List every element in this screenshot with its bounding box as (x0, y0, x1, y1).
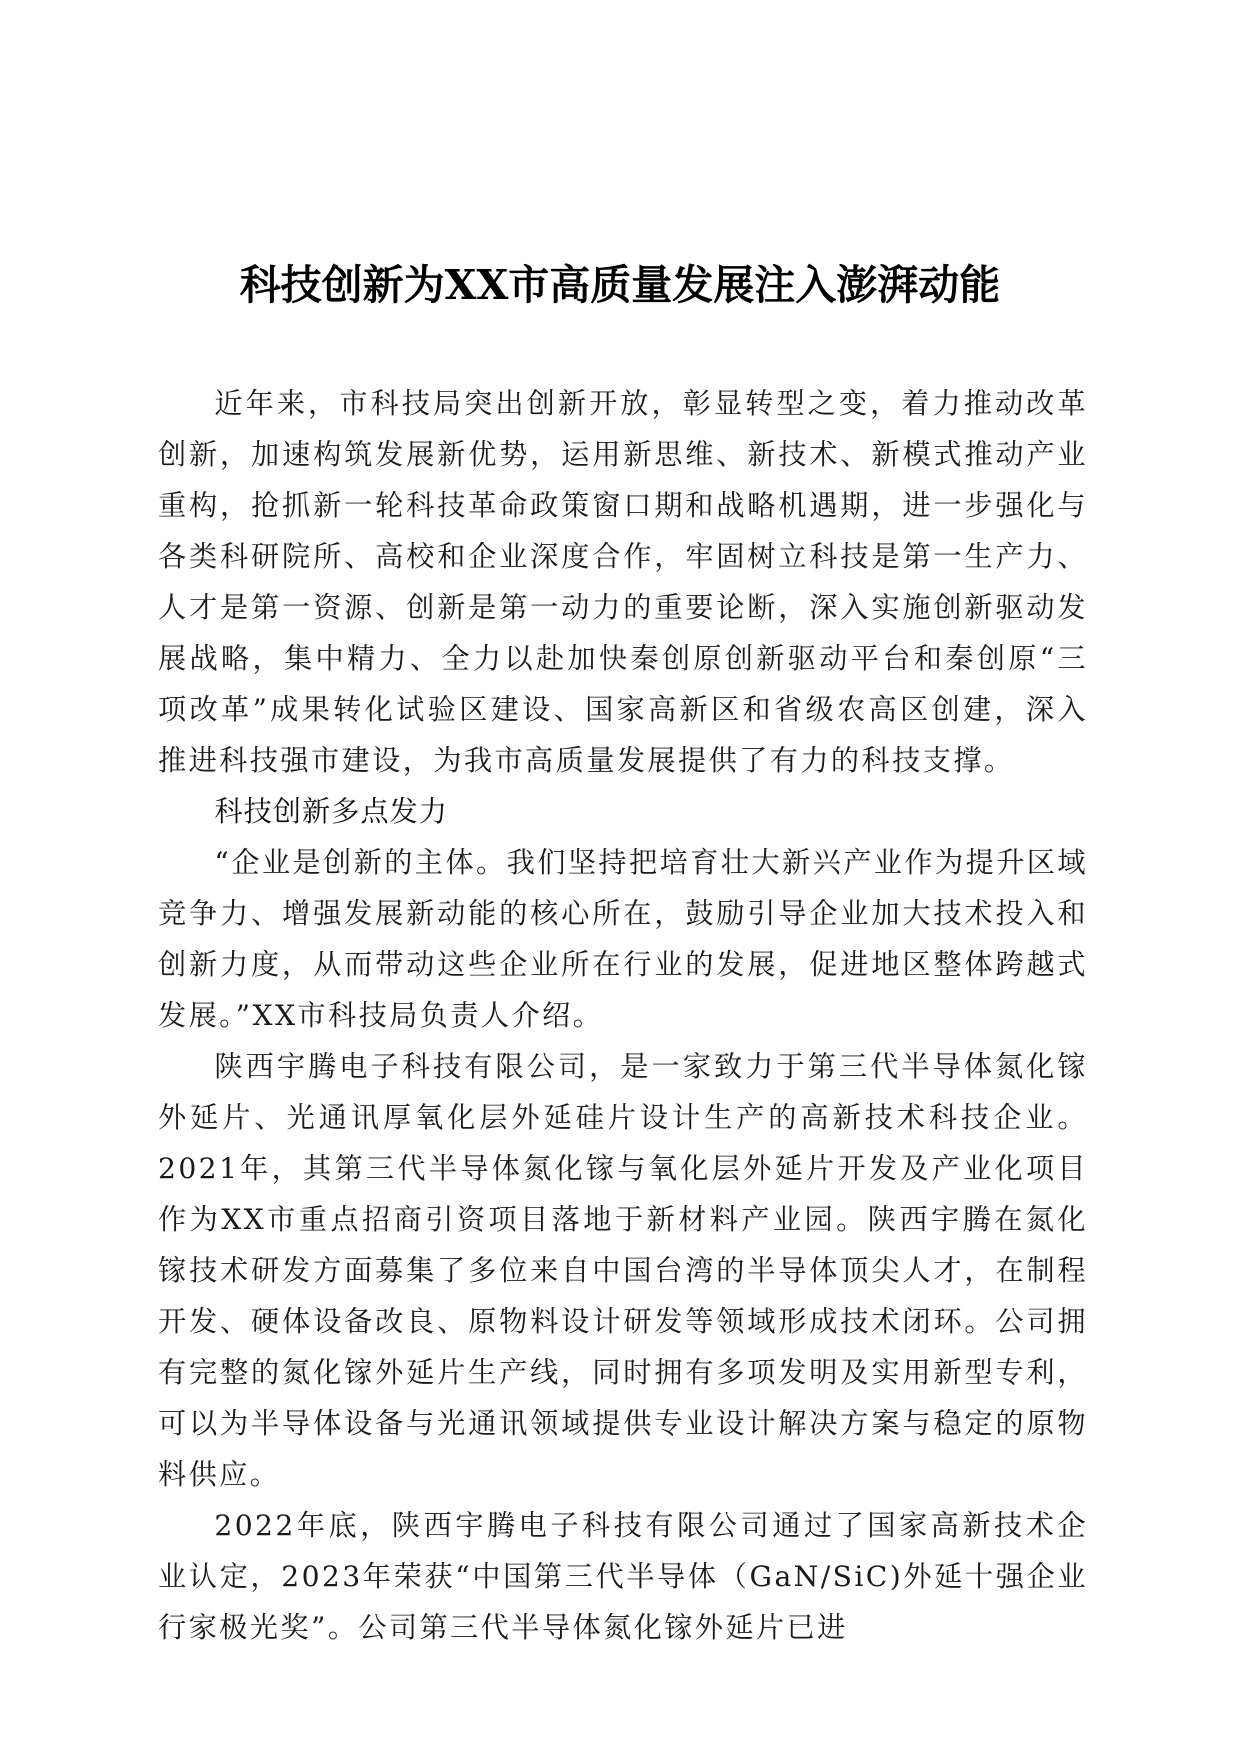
paragraph-quote: “企业是创新的主体。我们坚持把培育壮大新兴产业作为提升区域竞争力、增强发展新动能的核心所在，鼓励引导企业加大技术投入和创新力度，从而带动这些企业所在行业的发展，促进地区整体跨越式发展。”XX市科技局负责人介绍。 (158, 846, 1088, 1032)
section-heading: 科技创新多点发力 (214, 795, 448, 828)
document-title: 科技创新为XX市高质量发展注入澎湃动能 (239, 261, 1001, 309)
document-body (158, 378, 1088, 1653)
paragraph-company-awards: 2022年底，陕西宇腾电子科技有限公司通过了国家高新技术企业认定，2023年荣获“中国第三代半导体（GaN/SiC)外延十强企业行家极光奖”。公司第三代半导体氮化镓外延片已进 (158, 1509, 1088, 1644)
paragraph-intro: 近年来，市科技局突出创新开放，彰显转型之变，着力推动改革创新，加速构筑发展新优势，运用新思维、新技术、新模式推动产业重构，抢抓新一轮科技革命政策窗口期和战略机遇期，进一步强化与各类科研院所、高校和企业深度合作，牢固树立科技是第一生产力、人才是第一资源、创新是第一动力的重要论断，深入实施创新驱动发展战略，集中精力、全力以赴加快秦创原创新驱动平台和秦创原“三项改革”成果转化试验区建设、国家高新区和省级农高区创建，深入推进科技强市建设，为我市高质量发展提供了有力的科技支撑。 (158, 387, 1088, 777)
paragraph-company-profile: 陕西宇腾电子科技有限公司，是一家致力于第三代半导体氮化镓外延片、光通讯厚氧化层外延硅片设计生产的高新技术科技企业。2021年，其第三代半导体氮化镓与氧化层外延片开发及产业化项目作为XX市重点招商引资项目落地于新材料产业园。陕西宇腾在氮化镓技术研发方面募集了多位来自中国台湾的半导体顶尖人才，在制程开发、硬体设备改良、原物料设计研发等领域形成技术闭环。公司拥有完整的氮化镓外延片生产线，同时拥有多项发明及实用新型专利，可以为半导体设备与光通讯领域提供专业设计解决方案与稳定的原物料供应。 (158, 1050, 1088, 1491)
